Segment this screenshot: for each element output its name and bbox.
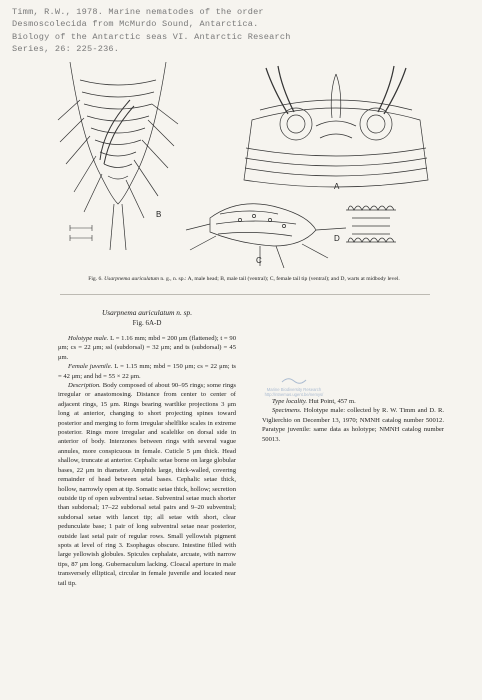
reference-line: Timm, R.W., 1978. Marine nematodes of the order: [12, 7, 264, 17]
drawing-d-warts: [346, 206, 396, 242]
species-title: Usarpnema auriculatum n. sp.: [101, 308, 193, 317]
holotype-text: L = 1.16 mm; mbd = 200 μm (flattened); t = 90 μm; cs = 22 μm; ssl (subdorsal) = 32 μm; and ts (subdorsal) = 45 μm.: [58, 335, 236, 361]
reference-line: Desmoscolecida from McMurdo Sound, Antarctica.: [12, 19, 259, 30]
caption-prefix: Fig. 6.: [88, 276, 103, 282]
specimens-paragraph: [262, 406, 444, 444]
caption-genus: Usarpnema auriculatum: [104, 276, 159, 282]
species-figure-ref: Fig. 6A-D: [132, 319, 162, 327]
figure-drawing: [40, 60, 460, 282]
description-text: Body composed of about 90–95 rings; some rings irregular or anastomosing. Distance from center to center of adjacent rings, 15 μm. Rings bearing wartlike projections 3 μm long at anterior, changing to short projecting spines toward posterior and merging to form irregular shelflike scales in extreme posterior. Rings more irregular and scalelike on dorsal side in anterior of body. Interzones between rings with several vague annules, more conspicuous in female. Cuticle 5 μm thick. Head shallow, truncate at anterior. Cephalic setae borne on large globular bases, 22 μm in diameter. Amphids large, thick-walled, covering remainder of head between setal bases. Cephalic setae thick, hollow, narrowly open at tip. Somatic setae thick, hollow; secretion outside tip of open subventral setae. Subventral setae much shorter than subdorsal; 17–22 subdorsal setal pairs and 9–20 subventral; subdorsal setae with lancet tip; all setae with short, clear pedunculate base; 1 pair of long subventral setae near posterior, outside last setal pair of regular rows. Small yellowish pigment spots at level of ring 3. Esophagus obscure. Intestine filled with large yellowish globules. Spicules cephalate, arcuate, with narrow tips, 87 μm long. Gubernaculum lacking. Cloacal aperture in male transversely elliptical, circular in female juvenile and located near tail tip.: [58, 382, 236, 587]
right-column: [262, 397, 444, 444]
locality-lead: Type locality.: [272, 398, 308, 405]
panel-label-d: D: [334, 234, 340, 243]
panel-label-a: A: [334, 182, 340, 191]
stamp-org: Marine Biodiversity Research: [266, 387, 322, 392]
reference-line: Biology of the Antarctic seas VI. Antarctic Research: [12, 31, 291, 42]
figure-6: [40, 60, 460, 282]
female-text: L = 1.15 mm; mbd = 150 μm; cs = 22 μm; ts = 42 μm; and hd = 55 × 22 μm.: [58, 363, 236, 380]
drawing-a-male-head: [244, 66, 428, 187]
figure-caption: [44, 275, 444, 283]
holotype-lead: Holotype male.: [68, 335, 109, 342]
watermark-stamp: [246, 376, 342, 397]
caption-text: n. g., n. sp.: A, male head; B, male tail (ventral); C, female tail tip (ventral); and D, warts at midbody level.: [160, 276, 400, 282]
panel-label-c: C: [256, 256, 262, 265]
drawing-b-male-tail: [58, 62, 178, 250]
specimens-text: Holotype male: collected by R. W. Timm and D. R. Viglierchio on December 13, 1970; NMNH catalog number 50012. Paratype juvenile: same data as holotype; NMNH catalog number 50013.: [262, 407, 444, 443]
stamp-logo: [281, 376, 307, 386]
holotype-paragraph: [58, 334, 236, 362]
reference-note: [12, 6, 392, 56]
left-column: [58, 308, 236, 588]
section-divider: [60, 294, 430, 295]
description-paragraph: [58, 381, 236, 588]
panel-label-b: B: [156, 210, 162, 219]
female-lead: Female juvenile.: [68, 363, 113, 371]
scale-bar-b: [70, 225, 92, 241]
locality-paragraph: [262, 397, 444, 406]
locality-text: Hut Point, 457 m.: [308, 398, 356, 405]
description-lead: Description.: [68, 382, 101, 390]
female-paragraph: [58, 362, 236, 381]
drawing-c-female-tail-tip: [186, 204, 346, 268]
reference-line: Series, 26: 225-236.: [12, 44, 120, 55]
specimens-lead: Specimens.: [272, 407, 302, 415]
stamp-url: http://ntnemas.ugent.be/nemys/: [264, 392, 324, 397]
